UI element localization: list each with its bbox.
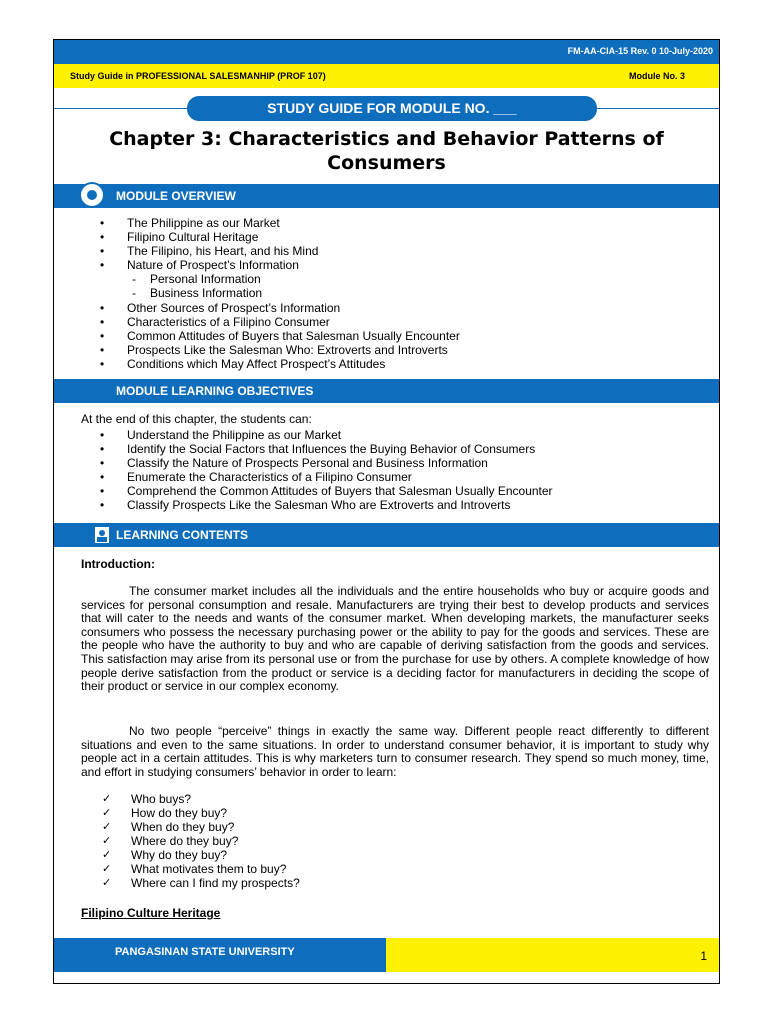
- overview-list: [94, 216, 460, 371]
- checklist-item: ✓ What motivates them to buy?: [102, 862, 300, 876]
- list-item: • The Filipino, his Heart, and his Mind: [94, 244, 460, 258]
- header-bar: [54, 40, 719, 64]
- checklist-item: ✓ Why do they buy?: [102, 848, 300, 862]
- objectives-heading-bar: [54, 379, 719, 403]
- magnifier-icon: [79, 182, 105, 208]
- footer-university-bar: [54, 938, 386, 972]
- chapter-title: [64, 127, 709, 175]
- objectives-heading: MODULE LEARNING OBJECTIVES: [116, 384, 314, 398]
- footer-university: PANGASINAN STATE UNIVERSITY: [115, 946, 295, 958]
- checklist-item: ✓ How do they buy?: [102, 806, 300, 820]
- page-number: 1: [700, 949, 707, 963]
- list-item: • Other Sources of Prospect’s Information: [94, 301, 460, 315]
- course-label: Study Guide in PROFESSIONAL SALESMANHIP (PROF 107): [70, 71, 326, 81]
- overview-heading: MODULE OVERVIEW: [116, 189, 236, 203]
- list-item: • Identify the Social Factors that Influences the Buying Behavior of Consumers: [94, 442, 553, 456]
- list-item: • Understand the Philippine as our Market: [94, 428, 553, 442]
- learner-icon: [94, 526, 110, 544]
- footer-page-bar: [386, 938, 719, 972]
- overview-heading-bar: [54, 184, 719, 208]
- checklist-item: ✓ Where do they buy?: [102, 834, 300, 848]
- culture-heading: Filipino Culture Heritage: [81, 906, 221, 920]
- list-subitem: - Personal Information: [94, 272, 460, 286]
- list-item: • Comprehend the Common Attitudes of Buyers that Salesman Usually Encounter: [94, 484, 553, 498]
- list-item: • Common Attitudes of Buyers that Salesman Usually Encounter: [94, 329, 460, 343]
- checklist-item: ✓ Where can I find my prospects?: [102, 876, 300, 890]
- list-item: • Classify the Nature of Prospects Personal and Business Information: [94, 456, 553, 470]
- contents-heading: LEARNING CONTENTS: [116, 528, 248, 542]
- question-checklist: [102, 792, 300, 890]
- list-item: • The Philippine as our Market: [94, 216, 460, 230]
- list-item: • Enumerate the Characteristics of a Filipino Consumer: [94, 470, 553, 484]
- form-code: FM-AA-CIA-15 Rev. 0 10-July-2020: [567, 46, 713, 56]
- module-label: Module No. 3: [629, 71, 685, 81]
- checklist-item: ✓ Who buys?: [102, 792, 300, 806]
- contents-heading-bar: [54, 523, 719, 547]
- course-bar: [54, 64, 719, 88]
- list-item: • Nature of Prospect’s Information: [94, 258, 460, 272]
- chapter-title-line-1: Chapter 3: Characteristics and Behavior Patterns of: [109, 128, 664, 150]
- objectives-lead: At the end of this chapter, the students can:: [81, 412, 312, 426]
- checklist-item: ✓ When do they buy?: [102, 820, 300, 834]
- list-subitem: - Business Information: [94, 286, 460, 300]
- list-item: • Classify Prospects Like the Salesman Who are Extroverts and Introverts: [94, 498, 553, 512]
- chapter-title-line-2: Consumers: [327, 152, 446, 174]
- objectives-list: [94, 428, 553, 513]
- list-item: • Filipino Cultural Heritage: [94, 230, 460, 244]
- intro-paragraph-1: The consumer market includes all the individuals and the entire households who buy or acquire goods and services for personal consumption and resale. Manufacturers are trying their best to develop products and services that will cater to the needs and wants of the consumer market. When developing markets, the manufacturer seeks consumers who possess the necessary purchasing power or the ability to pay for the goods and services. These are the people who have the authority to buy and who are capable of deriving satisfaction from the goods and services. This satisfaction may arise from its personal use or from the purchase for use by others. A complete knowledge of how people derive satisfaction from the product or service is a deciding factor for manufacturers in deciding the scope of their product or service in our complex economy.: [81, 584, 709, 694]
- intro-paragraph-2: No two people “perceive” things in exactly the same way. Different people react differently to different situations and even to the same situations. In order to understand consumer behavior, it is important to study why people act in a certain attitudes. This is why marketers turn to consumer research. They spend so much money, time, and effort in studying consumers’ behavior in order to learn:: [81, 724, 709, 779]
- intro-heading: Introduction:: [81, 557, 155, 571]
- list-item: • Conditions which May Affect Prospect’s Attitudes: [94, 357, 460, 371]
- list-item: • Prospects Like the Salesman Who: Extroverts and Introverts: [94, 343, 460, 357]
- module-banner: STUDY GUIDE FOR MODULE NO. ___: [187, 96, 597, 121]
- list-item: • Characteristics of a Filipino Consumer: [94, 315, 460, 329]
- document-page: [53, 39, 720, 984]
